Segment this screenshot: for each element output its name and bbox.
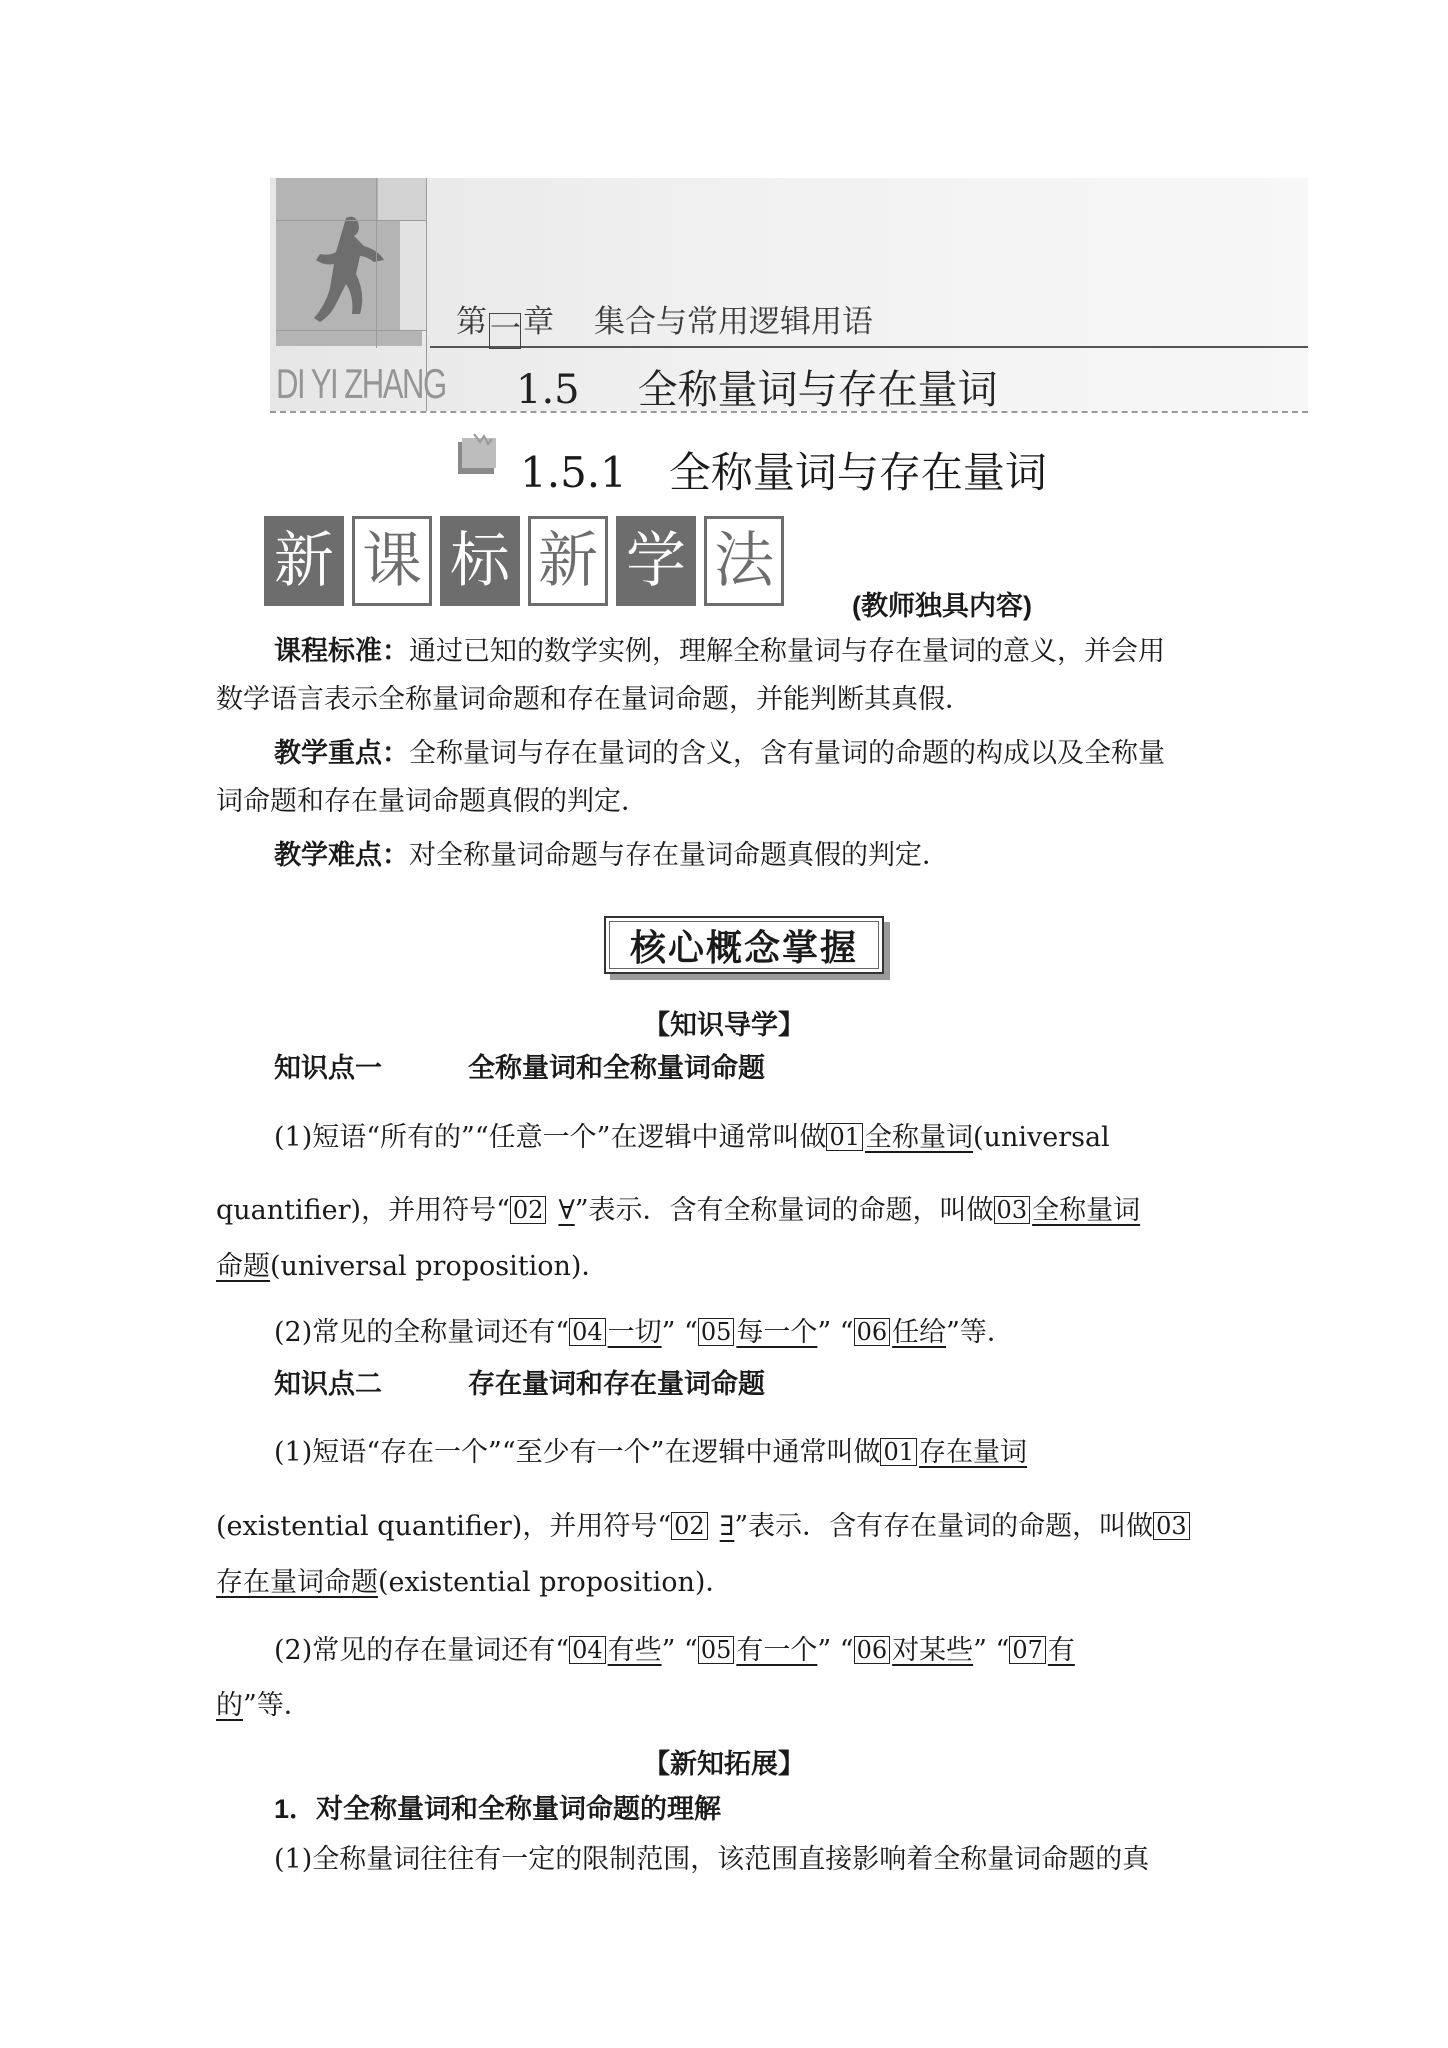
expand-line1: (1)全称量词往往有一定的限制范围，该范围直接影响着全称量词命题的真 (274, 1844, 1150, 1875)
kp2-line4: (2)常见的存在量词还有“ 04 有些” “ 05 有一个” “ 06 对某些” “ 07 有 (274, 1635, 1075, 1666)
kp2-line3: 存在量词命题(existential proposition)． (216, 1567, 733, 1598)
chapter-label: 第一章 集合与常用逻辑用语 (456, 304, 873, 347)
chapter-english-label: DI YI ZHANG (276, 360, 446, 407)
kp2-line1: (1)短语“存在一个”“至少有一个”在逻辑中通常叫做 01 存在量词 (274, 1437, 1028, 1468)
header-grid-line (376, 178, 377, 348)
subsection-title: 1.5.1 全称量词与存在量词 (520, 448, 1047, 497)
focus-line-cont: 词命题和存在量词命题真假的判定． (216, 786, 648, 817)
kp1-line1: (1)短语“所有的”“任意一个”在逻辑中通常叫做 01 全称量词(universal (274, 1122, 1110, 1153)
kp1-line2: quantifier)，并用符号“ 02 ∀”表示．含有全称量词的命题，叫做 03 全称量词 (216, 1195, 1141, 1226)
banner-tile: 标 (440, 516, 520, 606)
book-icon (454, 432, 502, 476)
header-grid-line (276, 220, 426, 221)
header-deco-bar (400, 220, 426, 330)
teacher-note: (教师独具内容) (852, 591, 1032, 621)
expand-item1: 1．对全称量词和全称量词命题的理解 (274, 1794, 722, 1824)
banner-tile: 新 (264, 516, 344, 606)
section-title: 全称量词与存在量词 (637, 367, 998, 413)
kp2-heading: 知识点二 存在量词和存在量词命题 (274, 1369, 765, 1399)
chapter-header (270, 178, 1308, 411)
header-deco-square (378, 178, 426, 220)
kp2-line2: (existential quantifier)，并用符号“ 02 ∃”表示．含有存在量词的命题，叫做 03 (216, 1510, 1192, 1544)
section-heading (516, 358, 998, 415)
kp1-line4: (2)常见的全称量词还有“ 04 一切” “ 05 每一个” “ 06 任给”等． (274, 1317, 1014, 1348)
expand-heading: 【新知拓展】 (643, 1749, 805, 1779)
banner-tile: 学 (616, 516, 696, 606)
guide-heading: 【知识导学】 (643, 1010, 805, 1040)
header-grid-line (276, 330, 426, 331)
kp2-line5: 的”等． (216, 1690, 311, 1721)
banner-tile: 法 (704, 516, 784, 606)
standard-line-cont: 数学语言表示全称量词命题和存在量词命题，并能判断其真假． (216, 684, 972, 715)
difficulty-line: 教学难点：对全称量词命题与存在量词命题真假的判定． (274, 840, 949, 871)
chapter-title: 集合与常用逻辑用语 (594, 304, 873, 340)
core-concept-box: 核心概念掌握 (604, 916, 884, 974)
kp1-line3: 命题(universal proposition)． (216, 1251, 609, 1282)
banner-tile: 课 (352, 516, 432, 606)
section-number: 1.5 (516, 367, 580, 413)
banner (264, 516, 784, 606)
banner-tile: 新 (528, 516, 608, 606)
kp1-heading: 知识点一 全称量词和全称量词命题 (274, 1053, 765, 1083)
focus-line: 教学重点：全称量词与存在量词的含义，含有量词的命题的构成以及全称量 (274, 738, 1165, 769)
standard-line: 课程标准：通过已知的数学实例，理解全称量词与存在量词的意义，并会用 (274, 636, 1165, 667)
chapter-number-box: 一 (490, 311, 521, 347)
